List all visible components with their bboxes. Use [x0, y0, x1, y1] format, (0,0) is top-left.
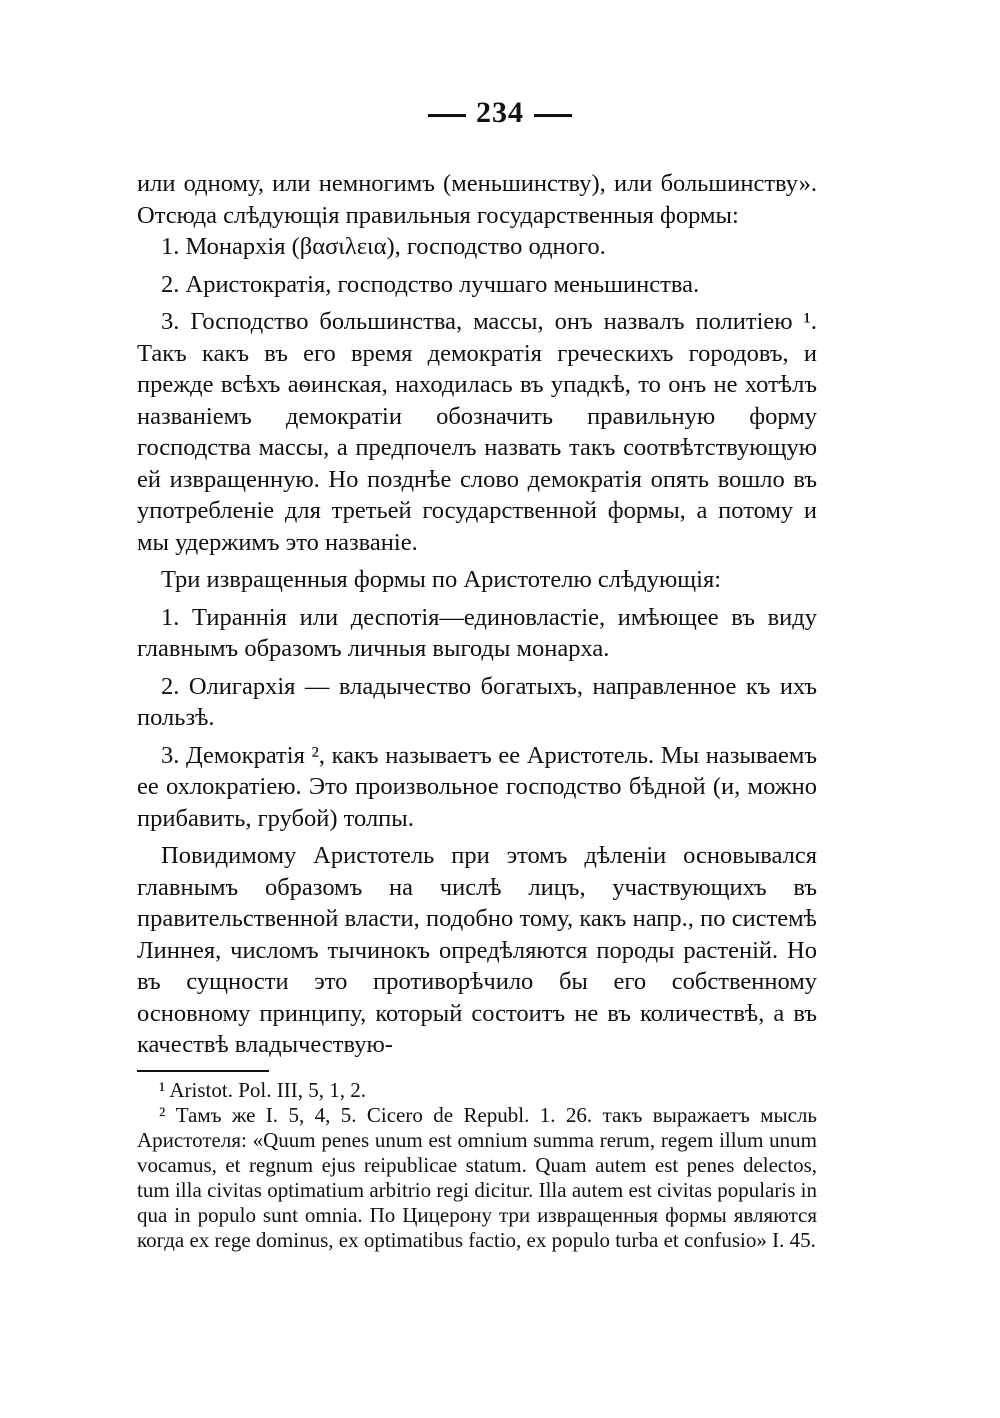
paragraph: 3. Демократія ², какъ называетъ ее Аристотель. Мы называемъ ее охлократіею. Это произвольное господство бѣдной (и, можно прибавить, грубой) толпы.: [137, 741, 817, 832]
paragraph: Три извращенныя формы по Аристотелю слѣдующія:: [161, 566, 722, 593]
paragraph: или одному, или немногимъ (меньшинству), или большинству». Отсюда слѣдующія правильныя государственныя формы:: [137, 170, 817, 229]
left-dash: [428, 114, 466, 117]
paragraph: 2. Аристократія, господство лучшаго меньшинства.: [161, 270, 700, 298]
paragraph: Повидимому Аристотель при этомъ дѣленіи основывался главнымъ образомъ на числѣ лицъ, участвующихъ въ правительственной власти, подобно тому, какъ напр., по системѣ Линнея, числомъ тычинокъ опредѣляются породы растеній. Но въ сущности это противорѣчило бы его собственному основному принципу, который состоитъ не въ количествѣ, а въ качествѣ владычествую-: [137, 842, 817, 1058]
right-dash: [534, 114, 572, 117]
footnote-separator: [137, 1070, 269, 1072]
page-number: 234: [476, 96, 524, 129]
footnotes: [137, 1078, 817, 1253]
paragraph: 3. Господство большинства, массы, онъ назвалъ политіею ¹. Такъ какъ въ его время демократія греческихъ городовъ, и прежде всѣхъ аѳинская, находилась въ упадкѣ, то онъ не хотѣлъ названіемъ демократіи обозначить правильную форму господства массы, а предпочелъ назвать такъ соотвѣтствующую ей извращенную. Но позднѣе слово демократія опять вошло въ употребленіе для третьей государственной формы, а потому и мы удержимъ это названіе.: [137, 308, 817, 556]
paragraph: 1. Тираннія или деспотія—единовластіе, имѣющее въ виду главнымъ образомъ личныя выгоды монарха.: [137, 603, 817, 662]
footnote: ² Тамъ же I. 5, 4, 5. Cicero de Republ. 1. 26. такъ выражаетъ мысль Аристотеля: «Quum penes unum est omnium summa rerum, regem illum unum vocamus, et regnum ejus reipublicae statum. Quam autem est penes delectos, tum illa civitas optimatium arbitrio regi dicitur. Illa autem est civitas popularis in qua in populo sunt omnia. По Цицерону три извращенныя формы являются когда ex rege dominus, ex optimatibus factio, ex populo turba et confusio» I. 45.: [137, 1103, 817, 1252]
page-number-header: [0, 96, 1000, 130]
paragraph: 1. Монархія (βασιλεια), господство одного.: [161, 233, 606, 260]
footnote: ¹ Aristot. Pol. III, 5, 1, 2.: [159, 1078, 366, 1102]
paragraph: 2. Олигархія — владычество богатыхъ, направленное къ ихъ пользѣ.: [137, 672, 817, 731]
main-text: [137, 168, 817, 1061]
